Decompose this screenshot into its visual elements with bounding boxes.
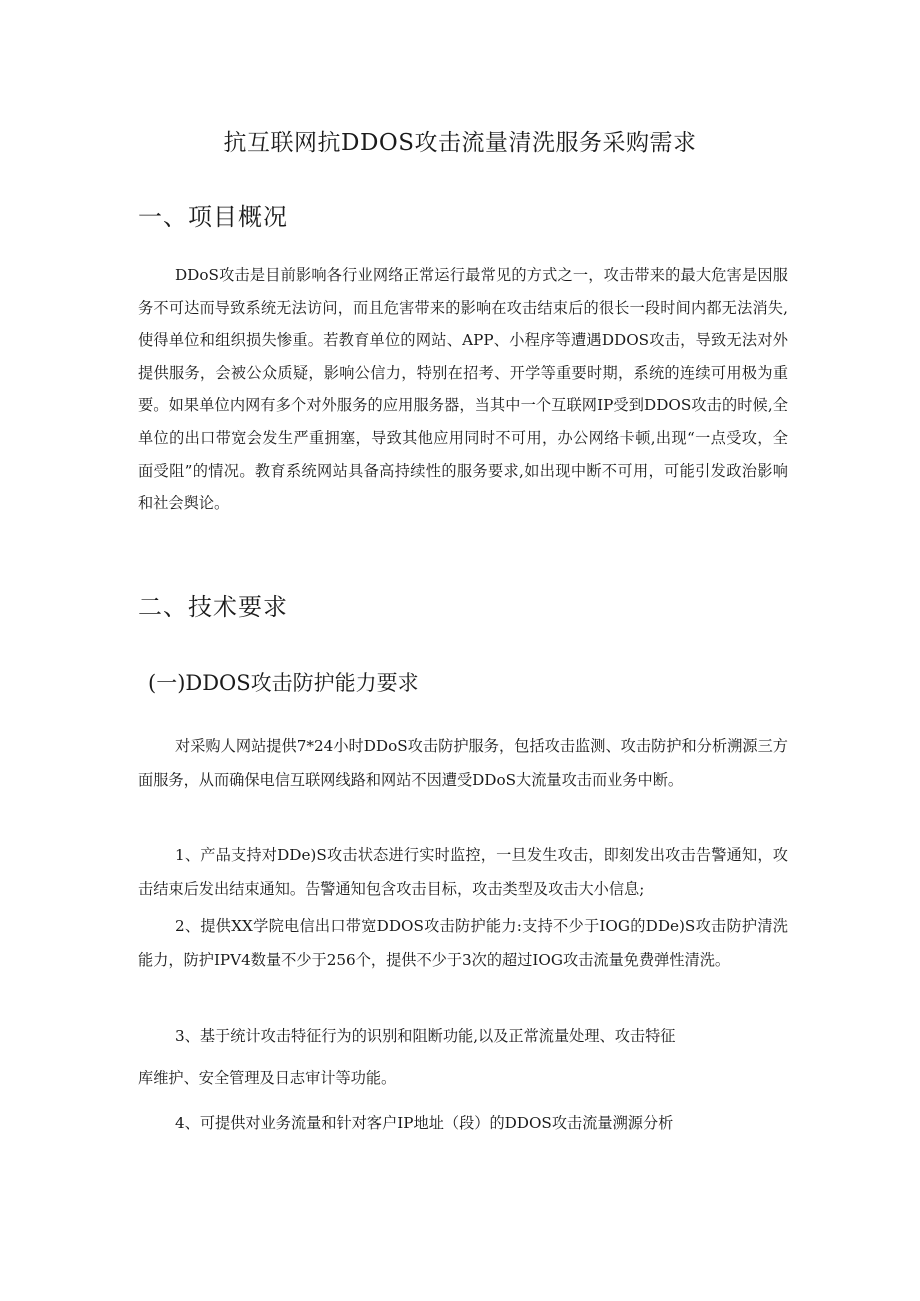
document-title: 抗互联网抗DDOS攻击流量清洗服务采购需求 (223, 130, 697, 156)
requirement-item-3-continued: 库维护、安全管理及日志审计等功能。 (138, 1069, 397, 1087)
requirement-item-1: 1、产品支持对DDe)S攻击状态进行实时监控，一旦发生攻击，即刻发出攻击告警通知，攻击结束后发出结束通知。告警通知包含攻击目标，攻击类型及攻击大小信息; (138, 846, 788, 898)
section-heading-technical: 二、技术要求 (138, 593, 288, 621)
subsection-heading-ddos-protection: (一)DDOS攻击防护能力要求 (148, 671, 419, 695)
requirement-item-4: 4、可提供对业务流量和针对客户IP地址（段）的DDOS攻击流量溯源分析 (175, 1114, 674, 1132)
overview-paragraph: DDoS攻击是目前影响各行业网络正常运行最常见的方式之一，攻击带来的最大危害是因服务不可达而导致系统无法访问，而且危害带来的影响在攻击结束后的很长一段时间内都无法消失,使得单位和组织损失惨重。若教育单位的网站、APP、小程序等遭遇DDOS攻击，导致无法对外提供服务，会被公众质疑，影响公信力，特别在招考、开学等重要时期，系统的连续可用极为重要。如果单位内网有多个对外服务的应用服务器，当其中一个互联网IP受到DDOS攻击的时候,全单位的出口带宽会发生严重拥塞，导致其他应用同时不可用，办公网络卡顿,出现“一点受攻，全面受阻”的情况。教育系统网站具备高持续性的服务要求,如出现中断不可用，可能引发政治影响和社会舆论。 (138, 266, 788, 513)
requirement-item-2: 2、提供XX学院电信出口带宽DDOS攻击防护能力:支持不少于IOG的DDe)S攻击防护清洗能力，防护IPV4数量不少于256个，提供不少于3次的超过IOG攻击流量免费弹性清洗。 (138, 917, 788, 969)
requirement-item-3: 3、基于统计攻击特征行为的识别和阻断功能,以及正常流量处理、攻击特征 (175, 1027, 676, 1045)
section-heading-overview: 一、项目概况 (138, 203, 288, 231)
ddos-protection-intro: 对采购人网站提供7*24小时DDoS攻击防护服务，包括攻击监测、攻击防护和分析溯源三方面服务，从而确保电信互联网线路和网站不因遭受DDoS大流量攻击而业务中断。 (138, 737, 788, 789)
